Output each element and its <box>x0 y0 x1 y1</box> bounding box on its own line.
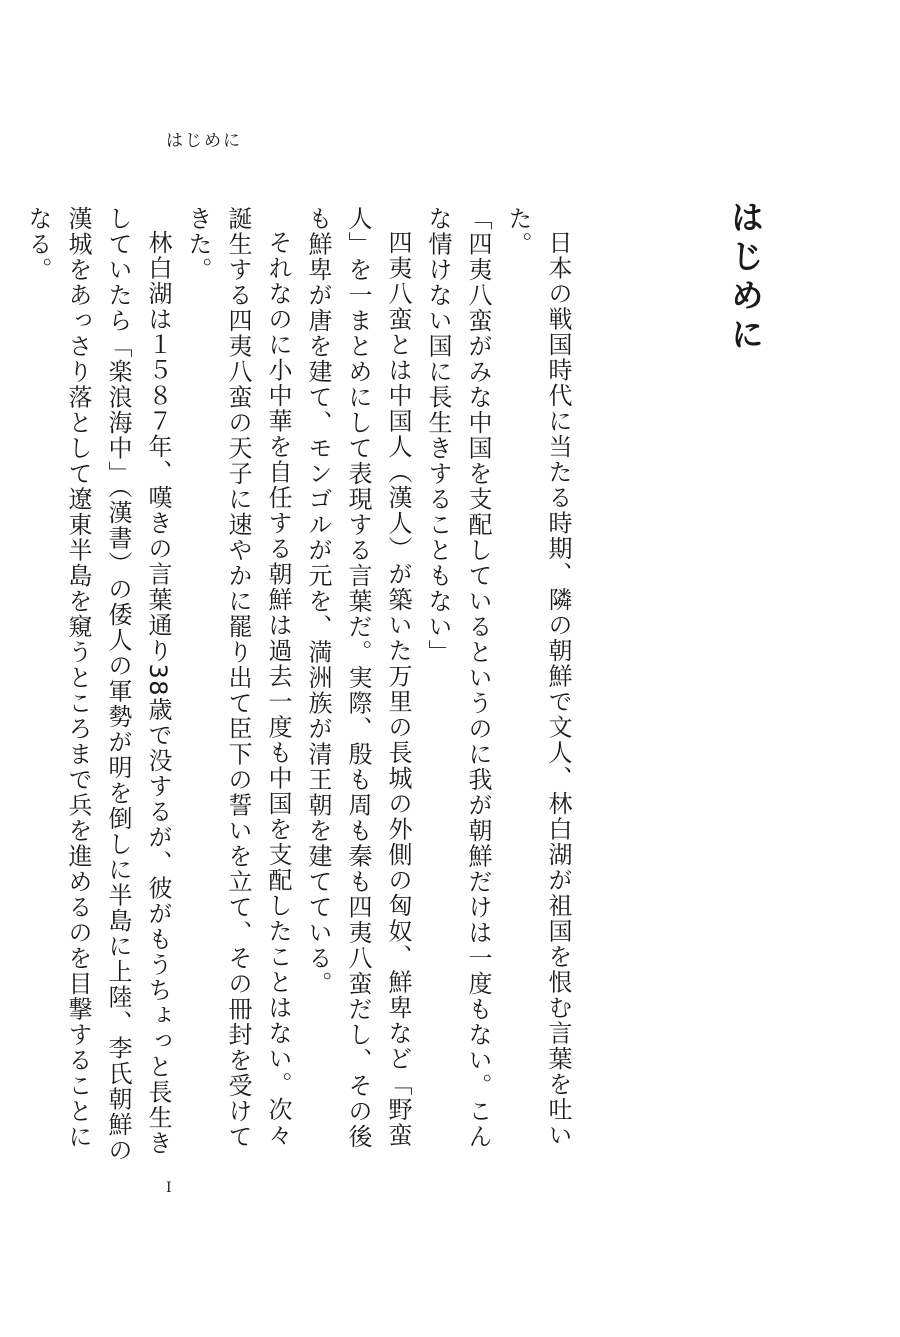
running-head: はじめに <box>166 131 242 151</box>
paragraph-2: 「四夷八蛮がみな中国を支配しているというのに我が朝鮮だけは一度もない。こんな情けない国に長生きすることもない」 <box>424 206 492 1150</box>
chapter-title: はじめに <box>726 200 765 356</box>
paragraph-1: 日本の戦国時代に当たる時期、隣の朝鮮で文人、林白湖が祖国を恨む言葉を吐いた。 <box>504 206 572 1148</box>
paragraph-5: 林白湖は１５８７年、嘆きの言葉通り38歳で没するが、彼がもうちょっと長生きしていたら「楽浪海中」（漢書）の倭人の軍勢が明を倒しに半島に上陸、李氏朝鮮の漢城をあっさり落として遼東半島を窺うところまで兵を進めるのを目撃することになる。 <box>24 206 172 1163</box>
body-text <box>24 206 578 1166</box>
paragraph-3: 四夷八蛮とは中国人（漢人）が築いた万里の長城の外側の匈奴、鮮卑など「野蛮人」を一まとめにして表現する言葉だ。実際、殷も周も秦も四夷八蛮だし、その後も鮮卑が唐を建て、モンゴルが元を、満洲族が清王朝を建てている。 <box>304 206 412 1150</box>
paragraph-4: それなのに小中華を自任する朝鮮は過去一度も中国を支配したことはない。次々誕生する四夷八蛮の天子に速やかに罷り出て臣下の誓いを立て、その冊封を受けてきた。 <box>184 206 292 1150</box>
page-number: I <box>166 1180 172 1196</box>
